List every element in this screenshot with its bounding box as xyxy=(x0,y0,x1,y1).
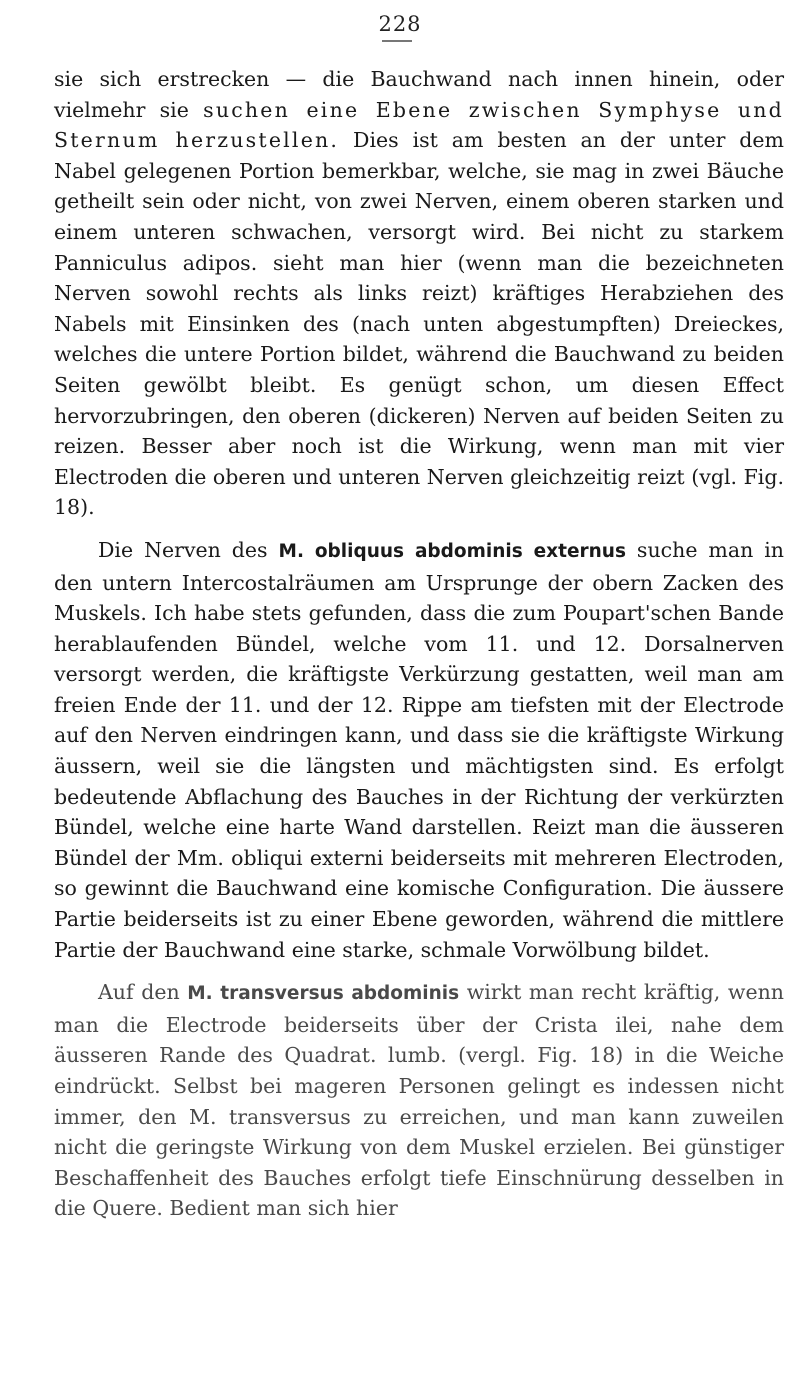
text-run: wirkt man recht kräftig, wenn man die Electrode beiderseits über der Crista ilei, nahe dem äusseren Rande des Quadrat. lumb. (vergl. Fig. 18) in die Weiche eindrückt. Selbst bei mageren Personen gelingt es indessen nicht immer, den M. transversus zu erreichen, und man kann zuweilen nicht die geringste Wirkung von dem Muskel erzielen. Bei günstiger Beschaffenheit des Bauches erfolgt tiefe Einschnürung desselben in die Quere. Bedient man sich hier xyxy=(54,980,784,1221)
text-run: Dies ist am besten an der unter dem Nabel gelegenen Portion bemerkbar, welche, sie mag in zwei Bäuche getheilt sein oder nicht, von zwei Nerven, einem oberen starken und einem unteren schwachen, versorgt wird. Bei nicht zu starkem Panniculus adipos. sieht man hier (wenn man die bezeichneten Nerven sowohl rechts als links reizt) kräftiges Herabziehen des Nabels mit Einsinken des (nach unten abgestumpften) Dreieckes, welches die untere Portion bildet, während die Bauchwand zu beiden Seiten gewölbt bleibt. Es genügt schon, um diesen Effect hervorzubringen, den oberen (dickeren) Nerven auf beiden Seiten zu reizen. Besser aber noch ist die Wirkung, wenn man mit vier Electroden die oberen und unteren Nerven gleichzeitig reizt (vgl. Fig. 18). xyxy=(54,128,784,520)
emphasized-text: suchen eine Ebene zwischen Symphyse und Sternum herzustellen. xyxy=(54,97,785,153)
paragraph-rectus xyxy=(54,64,784,523)
text-run: suche man in den untern Intercostalräumen am Ursprunge der obern Zacken des Muskels. Ich habe stets gefunden, dass die zum Poupart'schen Bande herablaufenden Bündel, welche vom 11. und 12. Dorsalnerven versorgt werden, die kräftigste Verkürzung gestatten, weil man am freien Ende der 11. und der 12. Rippe am tiefsten mit der Electrode auf den Nerven eindringen kann, und dass sie die kräftigste Wirkung äussern, weil sie die längsten und mächtigsten sind. Es erfolgt bedeutende Abflachung des Bauches in der Richtung der verkürzten Bündel, welche eine harte Wand darstellen. Reizt man die äusseren Bündel der Mm. obliqui externi beiderseits mit mehreren Electroden, so gewinnt die Bauchwand eine komische Configuration. Die äussere Partie beiderseits ist zu einer Ebene geworden, während die mittlere Partie der Bauchwand eine starke, schmale Vorwölbung bildet. xyxy=(54,537,784,962)
muscle-name: M. obliquus abdominis externus xyxy=(278,540,626,562)
muscle-name: M. transversus abdominis xyxy=(187,983,460,1005)
paragraph-obliquus-externus xyxy=(54,535,784,965)
text-run: Die Nerven des xyxy=(98,537,279,562)
text-run: sie sich erstrecken — die Bauchwand nach innen hinein, oder vielmehr sie xyxy=(54,67,784,122)
text-run: Auf den xyxy=(98,980,188,1005)
page-number: 228 xyxy=(378,12,422,36)
paragraph-transversus xyxy=(54,977,784,1224)
body-text xyxy=(54,64,784,1224)
page-number-underline xyxy=(382,40,412,42)
